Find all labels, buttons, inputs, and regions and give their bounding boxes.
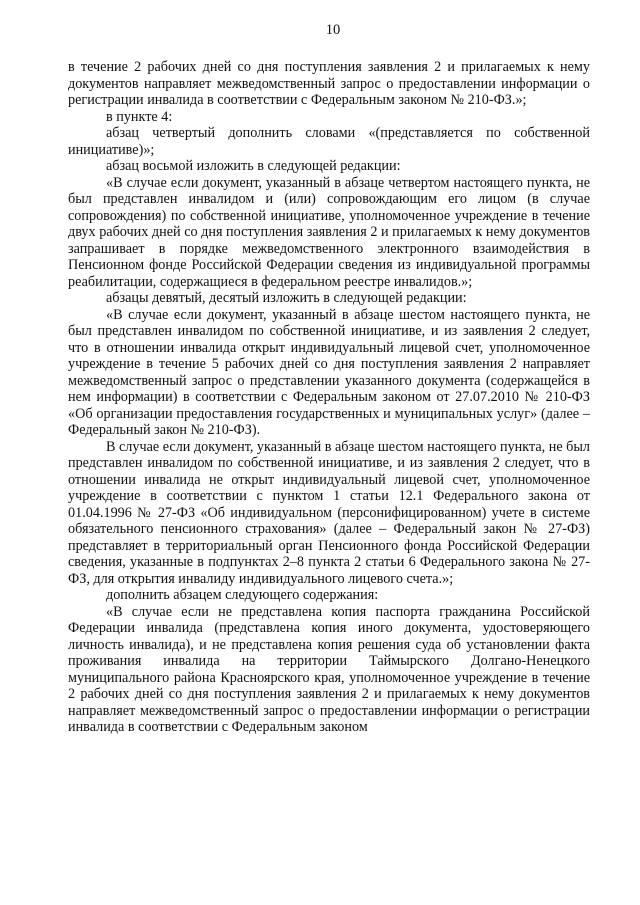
paragraph: «В случае если не представлена копия паспорта гражданина Российской Федерации инвалида (представлена копия иного документа, удостоверяющего личность инвалида), и не представлена копия решения суда об установлении факта проживания инвалида на территории Таймырского Долгано-Ненецкого муниципального района Красноярского края, уполномоченное учреждение в течение 2 рабочих дней со дня поступления заявления 2 и прилагаемых к нему документов направляет межведомственный запрос о предоставлении информации о регистрации инвалида в соответствии с Федеральным законом <box>68 603 590 735</box>
paragraph: В случае если документ, указанный в абзаце шестом настоящего пункта, не был представлен инвалидом по собственной инициативе, и из заявления 2 следует, что в отношении инвалида не открыт индивидуальный лицевой счет, уполномоченное учреждение в соответствии с пунктом 1 статьи 12.1 Федерального закона от 01.04.1996 № 27-ФЗ «Об индивидуальном (персонифицированном) учете в системе обязательного пенсионного страхования» (далее – Федеральный закон № 27-ФЗ) представляет в территориальный орган Пенсионного фонда Российской Федерации сведения, указанные в подпунктах 2–8 пункта 2 статьи 6 Федерального закона № 27-ФЗ, для открытия инвалиду индивидуального лицевого счета.»; <box>68 438 590 587</box>
paragraph: в пункте 4: <box>106 108 173 125</box>
paragraph: абзац четвертый дополнить словами «(представляется по собственной инициативе)»; <box>68 125 590 158</box>
document-body <box>68 59 590 736</box>
paragraph: «В случае если документ, указанный в абзаце четвертом настоящего пункта, не был представлен инвалидом и (или) сопровождающим его лицом (в случае сопровождения) по собственной инициативе, уполномоченное учреждение в течение двух рабочих дней со дня поступления заявления 2 и прилагаемых к нему документов запрашивает в порядке межведомственного электронного взаимодействия в Пенсионном фонде Российской Федерации сведения из индивидуальной программы реабилитации, содержащиеся в федеральном реестре инвалидов.»; <box>68 174 590 290</box>
paragraph: абзац восьмой изложить в следующей редакции: <box>106 158 401 174</box>
paragraph: абзацы девятый, десятый изложить в следующей редакции: <box>106 290 467 306</box>
paragraph: в течение 2 рабочих дней со дня поступления заявления 2 и прилагаемых к нему документов направляет межведомственный запрос о предоставлении информации о регистрации инвалида в соответствии с Федеральным законом № 210-ФЗ.»; <box>68 59 590 108</box>
paragraph: дополнить абзацем следующего содержания: <box>106 587 379 603</box>
page-number: 10 <box>325 22 341 38</box>
paragraph: «В случае если документ, указанный в абзаце шестом настоящего пункта, не был представлен инвалидом по собственной инициативе, и из заявления 2 следует, что в отношении инвалида открыт индивидуальный лицевой счет, уполномоченное учреждение в течение 5 рабочих дней со дня поступления заявления 2 направляет межведомственный запрос о представлении указанного документа (содержащейся в нем информации) в соответствии с Федеральным законом от 27.07.2010 № 210-ФЗ «Об организации предоставления государственных и муниципальных услуг» (далее – Федеральный закон № 210-ФЗ). <box>68 306 590 438</box>
